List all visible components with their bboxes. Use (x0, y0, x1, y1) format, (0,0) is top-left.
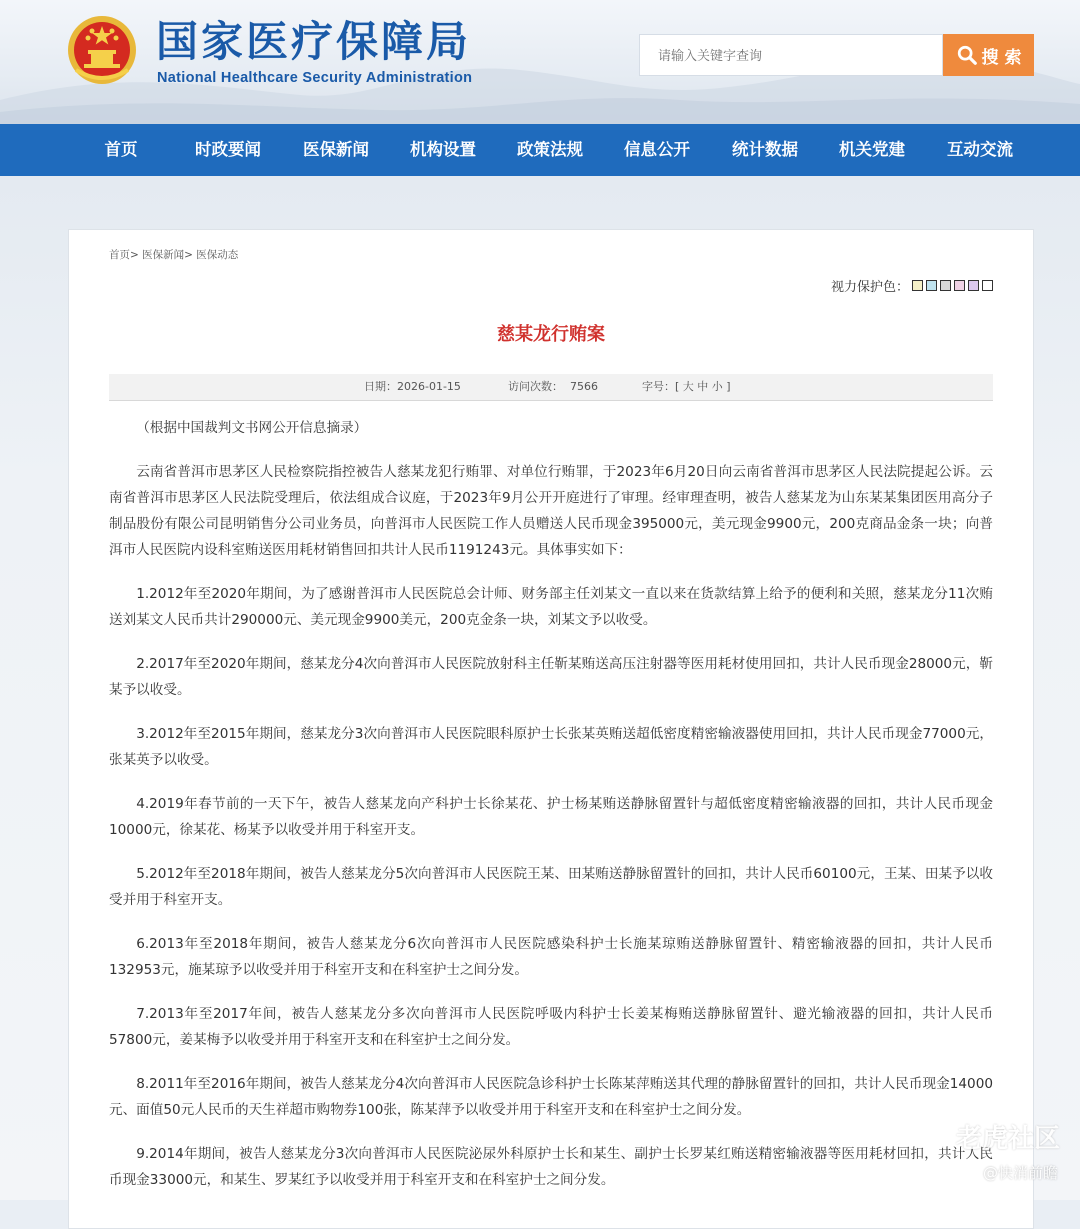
nav-item-home[interactable]: 首页 (104, 140, 138, 159)
article-date: 日期：2026-01-15 (364, 380, 461, 393)
site-logo-subtitle[interactable]: National Healthcare Security Administration (157, 70, 473, 86)
national-emblem-icon (66, 14, 138, 86)
color-swatch-purple[interactable] (968, 280, 979, 291)
article-visits-label: 访问次数： (508, 380, 563, 393)
site-header (0, 0, 1080, 124)
nav-item-news[interactable]: 医保新闻 (303, 140, 369, 159)
article-meta (109, 374, 993, 401)
article-paragraph: 8.2011年至2016年期间，被告人慈某龙分4次向普洱市人民医院急诊科护士长陈某萍贿送其代理的静脉留置针的回扣，共计人民币现金14000元、面值50元人民币的天生祥超市购物券100张，陈某萍予以收受并用于科室开支和在科室护士之间分发。 (109, 1076, 993, 1118)
search-icon (956, 44, 978, 66)
nav-item-interaction[interactable]: 互动交流 (947, 140, 1013, 159)
article-source-note: （根据中国裁判文书网公开信息摘录） (136, 420, 368, 436)
color-swatch-white[interactable] (982, 280, 993, 291)
nav-item-policy[interactable]: 政策法规 (517, 140, 583, 159)
vision-label: 视力保护色： (830, 280, 909, 295)
article-paragraph: 7.2013年至2017年间，被告人慈某龙分多次向普洱市人民医院呼吸内科护士长姜某梅贿送静脉留置针、避光输液器的回扣，共计人民币57800元，姜某梅予以收受并用于科室开支和在科室护士之间分发。 (109, 1006, 993, 1048)
article-paragraph: 4.2019年春节前的一天下午，被告人慈某龙向产科护士长徐某花、护士杨某贿送静脉留置针与超低密度精密输液器的回扣，共计人民币现金10000元，徐某花、杨某予以收受并用于科室开支。 (109, 796, 993, 838)
search-button-label: 搜 索 (981, 47, 1022, 68)
article-paragraph: 云南省普洱市思茅区人民检察院指控被告人慈某龙犯行贿罪、对单位行贿罪，于2023年6月20日向云南省普洱市思茅区人民法院提起公诉。云南省普洱市思茅区人民法院受理后，依法组成合议庭，于2023年9月公开开庭进行了审理。经审理查明，被告人慈某龙为山东某某集团医用高分子制品股份有限公司昆明销售分公司业务员，向普洱市人民医院工作人员赠送人民币现金395000元，美元现金9900元，200克商品金条一块；向普洱市人民医院内设科室贿送医用耗材销售回扣共计人民币1191243元。具体事实如下： (109, 464, 993, 558)
nav-item-statistics[interactable]: 统计数据 (732, 140, 798, 159)
article-container (68, 229, 1034, 1229)
article-paragraph: 9.2014年期间，被告人慈某龙分3次向普洱市人民医院泌尿外科原护士长和某生、副护士长罗某红贿送精密输液器等医用耗材回扣，共计人民币现金33000元，和某生、罗某红予以收受并用于科室开支和在科室护士之间分发。 (109, 1146, 993, 1188)
article-body (109, 415, 993, 1211)
color-swatch-pink[interactable] (954, 280, 965, 291)
nav-item-disclosure[interactable]: 信息公开 (624, 140, 690, 159)
font-size-selector[interactable]: 字号：[ 大 中 小 ] (642, 380, 731, 393)
color-swatch-gray[interactable] (940, 280, 951, 291)
breadcrumb[interactable]: 首页> 医保新闻> 医保动态 (109, 249, 239, 261)
color-swatch-blue[interactable] (926, 280, 937, 291)
watermark-handle: @快消前瞻 (982, 1164, 1058, 1182)
nav-item-party[interactable]: 机关党建 (839, 140, 905, 159)
nav-item-organization[interactable]: 机构设置 (410, 140, 476, 159)
nav-item-politics[interactable]: 时政要闻 (195, 140, 261, 159)
search-button[interactable] (943, 34, 1034, 76)
watermark-brand-text: 老虎社区 (955, 1124, 1060, 1154)
article-paragraph: 5.2012年至2018年期间，被告人慈某龙分5次向普洱市人民医院王某、田某贿送静脉留置针的回扣，共计人民币60100元，王某、田某予以收受并用于科室开支。 (109, 866, 993, 908)
search-input[interactable] (639, 34, 943, 76)
main-nav (0, 124, 1080, 176)
color-swatch-yellow[interactable] (912, 280, 923, 291)
article-visits-count: 7566 (570, 380, 598, 393)
article-paragraph: 3.2012年至2015年期间，慈某龙分3次向普洱市人民医院眼科原护士长张某英贿送超低密度精密输液器使用回扣，共计人民币现金77000元，张某英予以收受。 (109, 726, 993, 768)
watermark-logo-icon (920, 1122, 950, 1152)
site-logo-title[interactable]: 国家医疗保障局 (156, 17, 472, 66)
watermark-brand (920, 1118, 1060, 1155)
article-paragraph: 6.2013年至2018年期间，被告人慈某龙分6次向普洱市人民医院感染科护士长施某琼贿送静脉留置针、精密输液器的回扣，共计人民币132953元，施某琼予以收受并用于科室开支和在科室护士之间分发。 (109, 936, 993, 978)
article-title: 慈某龙行贿案 (497, 324, 605, 345)
vision-protection-selector (831, 276, 993, 295)
article-paragraph: 2.2017年至2020年期间，慈某龙分4次向普洱市人民医院放射科主任靳某贿送高压注射器等医用耗材使用回扣，共计人民币现金28000元，靳某予以收受。 (109, 656, 993, 698)
article-paragraph: 1.2012年至2020年期间，为了感谢普洱市人民医院总会计师、财务部主任刘某文一直以来在货款结算上给予的便利和关照，慈某龙分11次贿送刘某文人民币共计290000元、美元现金9900美元，200克金条一块，刘某文予以收受。 (109, 586, 993, 628)
